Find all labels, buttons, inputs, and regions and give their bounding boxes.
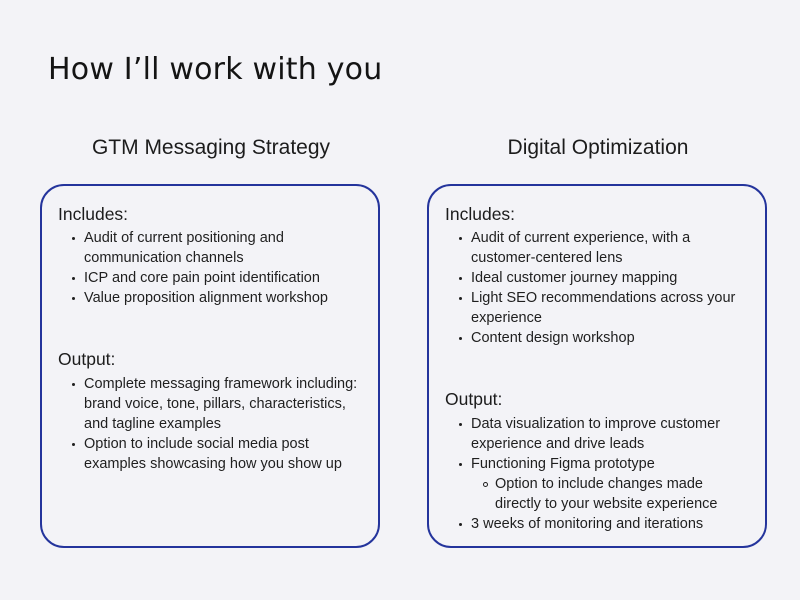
output-label: Output: — [445, 389, 503, 409]
list-item-line: Audit of current positioning and — [84, 230, 284, 246]
list-item — [68, 228, 328, 268]
output-label: Output: — [58, 349, 116, 369]
list-item-line: examples showcasing how you show up — [84, 456, 342, 472]
list-item-line: Data visualization to improve customer — [471, 416, 721, 432]
list-item — [68, 268, 328, 288]
list-item — [455, 228, 735, 268]
list-item-line: Light SEO recommendations across your — [471, 290, 736, 306]
service-card-gtm-messaging — [40, 184, 380, 548]
list-item-line: 3 weeks of monitoring and iterations — [471, 516, 704, 532]
includes-label: Includes: — [445, 204, 516, 224]
list-item — [455, 288, 735, 328]
list-item-line: Option to include changes made — [495, 476, 703, 492]
list-item — [68, 434, 357, 474]
list-item — [455, 414, 720, 454]
list-item-line: brand voice, tone, pillars, characteristics, — [84, 396, 346, 412]
list-item-line: Option to include social media post — [84, 436, 309, 452]
list-item-line: Functioning Figma prototype — [471, 456, 655, 472]
service-card-digital-optimization — [427, 184, 767, 548]
list-item-line: and tagline examples — [84, 416, 222, 432]
list-item — [455, 268, 735, 288]
list-item-line: customer-centered lens — [471, 250, 623, 266]
list-item-line: ICP and core pain point identification — [84, 270, 320, 286]
page-title: How I’ll work with you — [48, 52, 383, 87]
list-item — [455, 454, 720, 474]
output-list — [455, 414, 720, 534]
includes-label: Includes: — [58, 204, 129, 224]
column-heading-gtm-messaging-strategy: GTM Messaging Strategy — [91, 136, 331, 159]
list-item — [68, 374, 357, 434]
list-item-line: Value proposition alignment workshop — [84, 290, 328, 306]
includes-list — [68, 228, 328, 308]
list-item-line: experience — [471, 310, 542, 326]
list-item — [455, 328, 735, 348]
output-list — [68, 374, 357, 474]
list-item-line: Ideal customer journey mapping — [471, 270, 678, 286]
sub-list-item — [455, 474, 720, 514]
list-item-line: communication channels — [84, 250, 244, 266]
list-item-line: directly to your website experience — [495, 496, 718, 512]
list-item-line: Complete messaging framework including: — [84, 376, 358, 392]
includes-list — [455, 228, 735, 348]
list-item-line: Audit of current experience, with a — [471, 230, 691, 246]
column-heading-digital-optimization: Digital Optimization — [507, 136, 689, 159]
list-item-line: Content design workshop — [471, 330, 635, 346]
list-item — [68, 288, 328, 308]
list-item — [455, 514, 720, 534]
list-item-line: experience and drive leads — [471, 436, 645, 452]
